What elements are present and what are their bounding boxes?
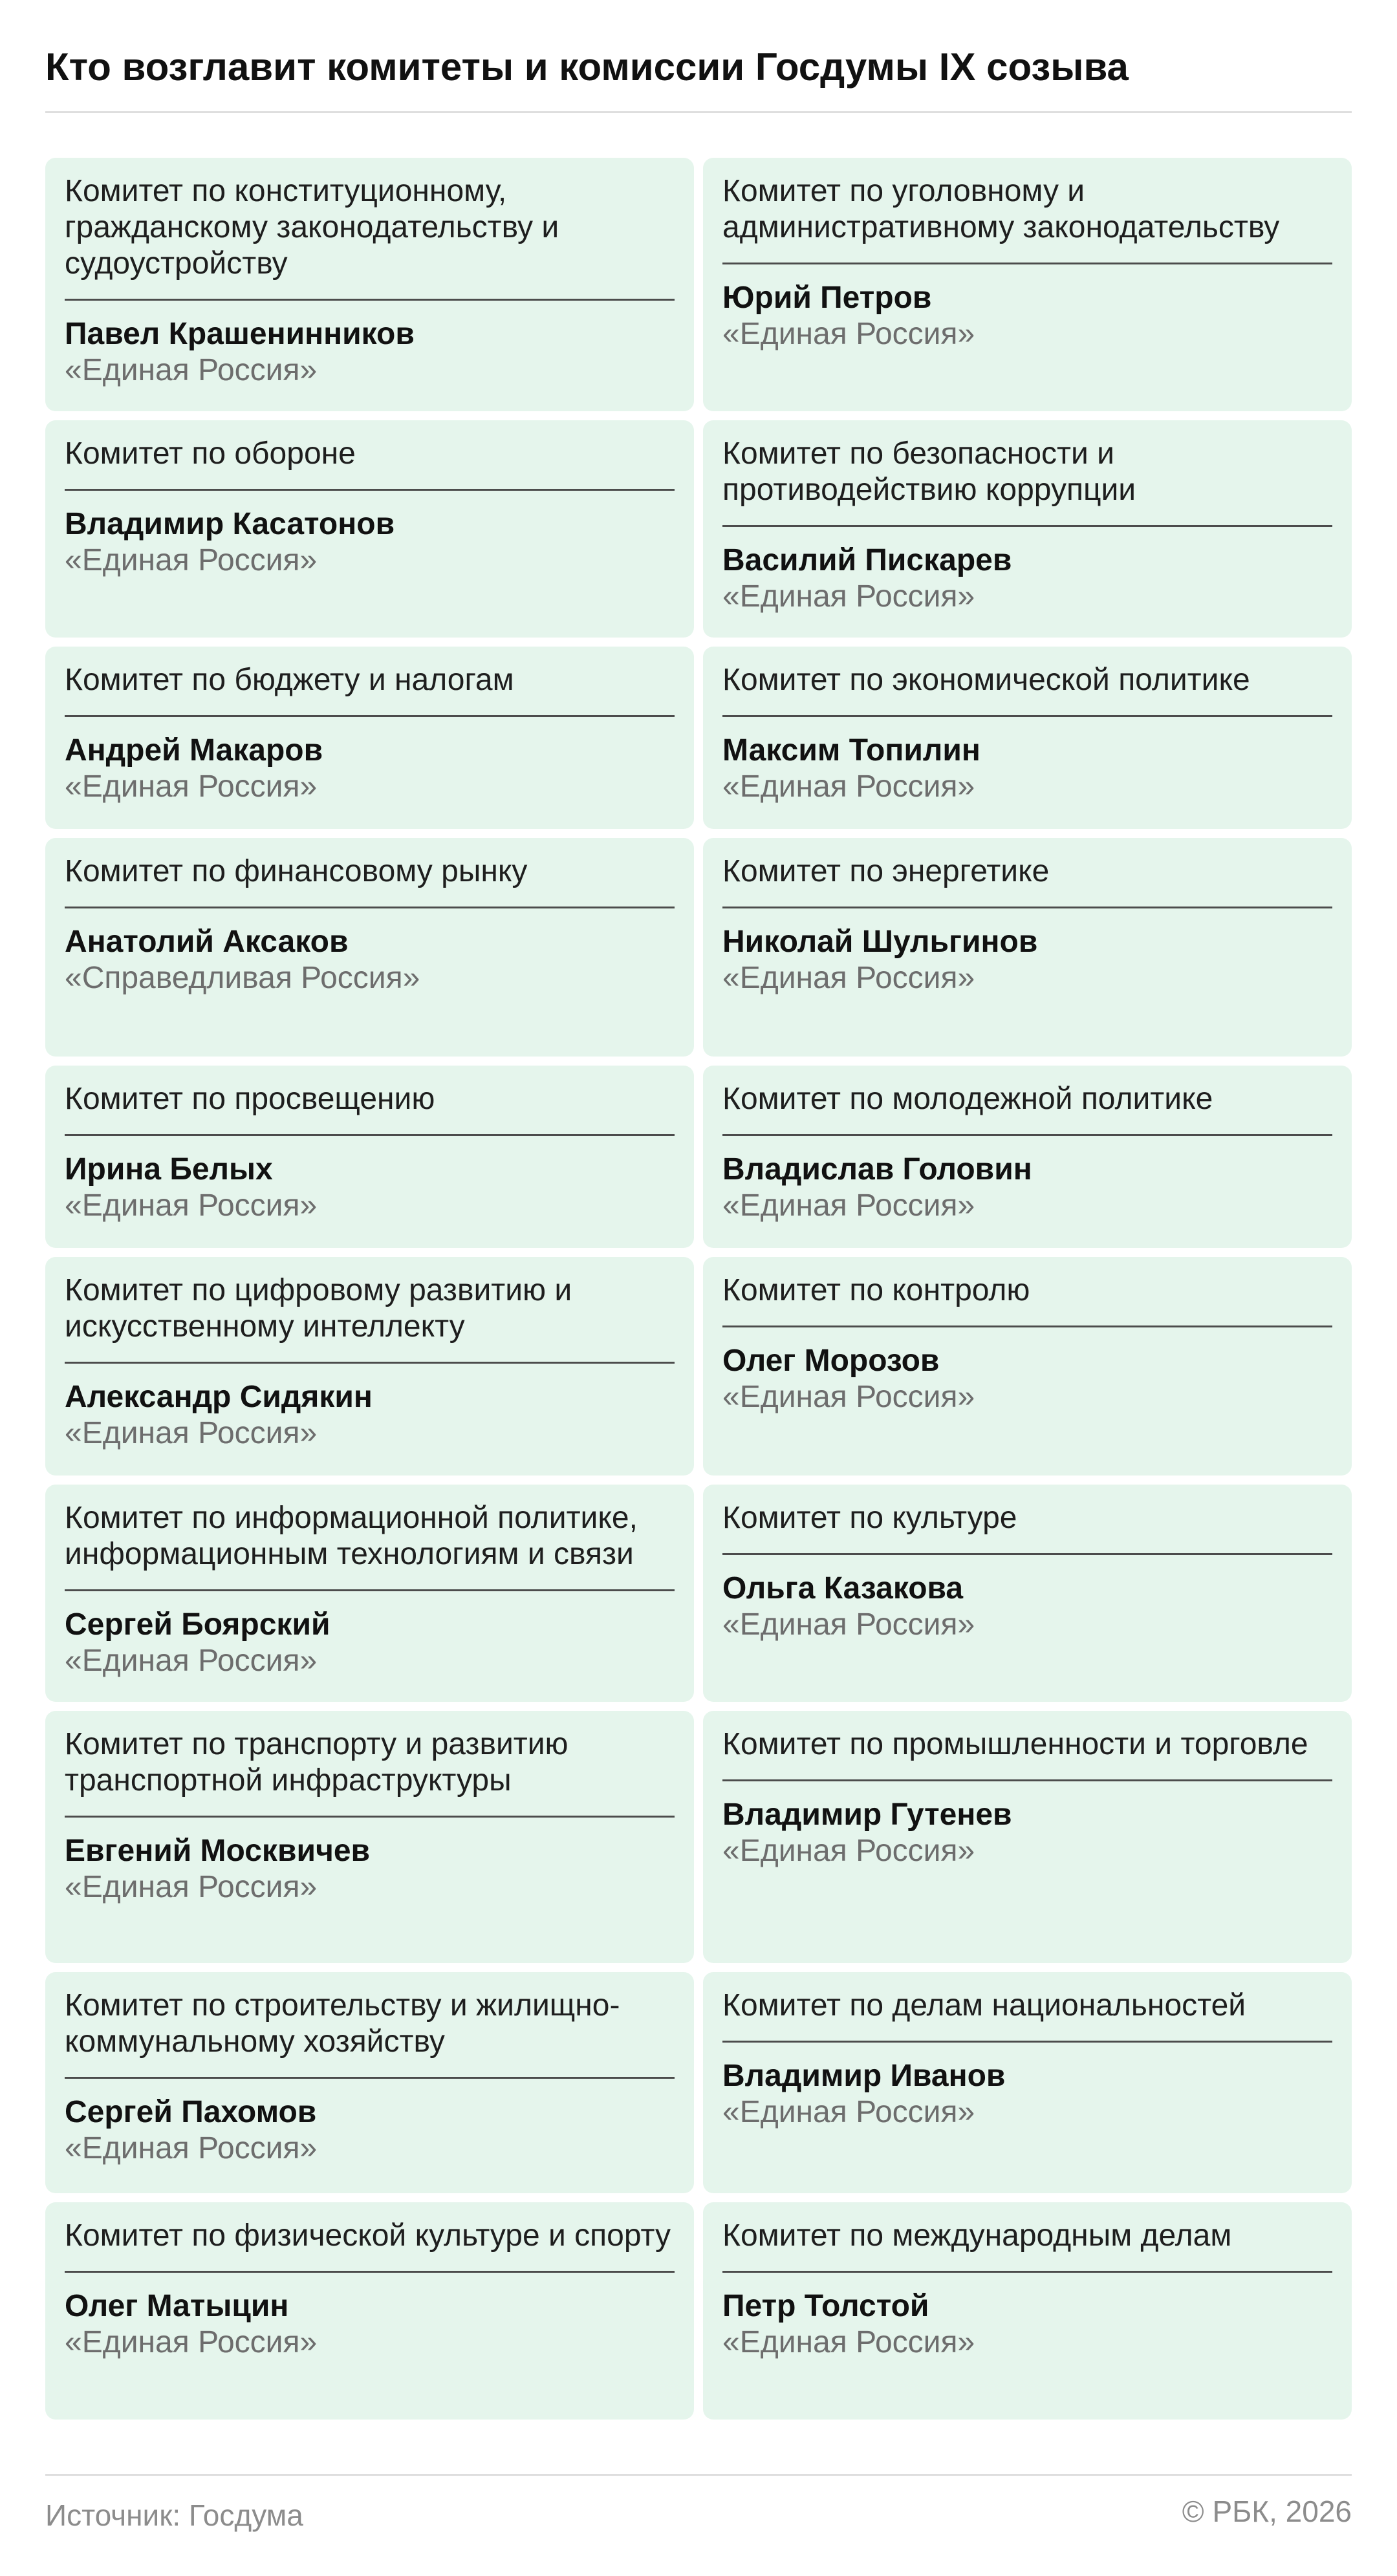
chair-name: Павел Крашенинников bbox=[65, 317, 415, 351]
chair-name: Владимир Гутенев bbox=[722, 1798, 1012, 1832]
chair-name: Ольга Казакова bbox=[722, 1571, 964, 1605]
committee-card bbox=[45, 647, 694, 829]
committee-title: Комитет по транспорту и развитию транспортной инфраструктуры bbox=[65, 1711, 675, 1818]
chair-name: Олег Морозов bbox=[722, 1344, 940, 1378]
committee-title: Комитет по бюджету и налогам bbox=[65, 647, 675, 717]
chair-party: «Единая Россия» bbox=[65, 1644, 318, 1678]
page-title: Кто возглавит комитеты и комиссии Госдумы IX созыва bbox=[45, 45, 1129, 89]
chair-party: «Единая Россия» bbox=[722, 1607, 975, 1642]
committee-card bbox=[703, 1485, 1352, 1702]
committee-card bbox=[703, 1066, 1352, 1248]
chair-party: «Единая Россия» bbox=[722, 2325, 975, 2359]
committee-title: Комитет по промышленности и торговле bbox=[722, 1711, 1332, 1781]
committee-card bbox=[703, 1711, 1352, 1963]
committee-title: Комитет по финансовому рынку bbox=[65, 838, 675, 908]
committee-card bbox=[703, 838, 1352, 1057]
committee-title: Комитет по просвещению bbox=[65, 1066, 675, 1136]
chair-party: «Единая Россия» bbox=[65, 1188, 318, 1223]
chair-party: «Единая Россия» bbox=[65, 1416, 318, 1450]
chair-party: «Единая Россия» bbox=[65, 353, 318, 387]
committee-title: Комитет по обороне bbox=[65, 420, 675, 491]
committee-card bbox=[703, 420, 1352, 638]
chair-name: Александр Сидякин bbox=[65, 1380, 373, 1414]
chair-party: «Единая Россия» bbox=[722, 2095, 975, 2129]
copyright: © РБК, 2026 bbox=[1182, 2495, 1352, 2528]
chair-name: Владислав Головин bbox=[722, 1152, 1032, 1186]
chair-name: Ирина Белых bbox=[65, 1152, 273, 1186]
chair-party: «Единая Россия» bbox=[722, 1188, 975, 1223]
committee-card bbox=[45, 1257, 694, 1476]
chair-name: Сергей Боярский bbox=[65, 1607, 330, 1642]
chair-party: «Единая Россия» bbox=[722, 1834, 975, 1868]
committee-title: Комитет по молодежной политике bbox=[722, 1066, 1332, 1136]
chair-name: Евгений Москвичев bbox=[65, 1834, 371, 1868]
committee-title: Комитет по безопасности и противодействию коррупции bbox=[722, 420, 1332, 527]
committee-card bbox=[45, 1485, 694, 1702]
chair-name: Василий Пискарев bbox=[722, 543, 1012, 577]
chair-party: «Единая Россия» bbox=[722, 769, 975, 804]
committee-card bbox=[703, 2202, 1352, 2420]
chair-party: «Единая Россия» bbox=[65, 2325, 318, 2359]
chair-party: «Единая Россия» bbox=[65, 1870, 318, 1904]
committee-card bbox=[45, 838, 694, 1057]
committee-title: Комитет по конституционному, гражданскому законодательству и судоустройству bbox=[65, 158, 675, 301]
committee-card bbox=[45, 1711, 694, 1963]
chair-name: Николай Шульгинов bbox=[722, 925, 1038, 959]
committee-card bbox=[45, 420, 694, 638]
committee-card bbox=[45, 2202, 694, 2420]
committee-card bbox=[45, 1972, 694, 2193]
chair-party: «Единая Россия» bbox=[65, 543, 318, 577]
committee-title: Комитет по строительству и жилищно-коммунальному хозяйству bbox=[65, 1972, 675, 2079]
committee-title: Комитет по делам национальностей bbox=[722, 1972, 1332, 2043]
chair-party: «Единая Россия» bbox=[722, 1380, 975, 1414]
chair-name: Сергей Пахомов bbox=[65, 2095, 317, 2129]
committee-title: Комитет по уголовному и административному законодательству bbox=[722, 158, 1332, 264]
chair-party: «Единая Россия» bbox=[65, 769, 318, 804]
source-note: Источник: Госдума bbox=[45, 2498, 303, 2532]
chair-party: «Единая Россия» bbox=[722, 961, 975, 995]
chair-party: «Единая Россия» bbox=[722, 317, 975, 351]
chair-name: Максим Топилин bbox=[722, 733, 980, 767]
committee-card bbox=[45, 158, 694, 411]
committee-title: Комитет по физической культуре и спорту bbox=[65, 2202, 675, 2273]
committee-card bbox=[703, 158, 1352, 411]
committee-title: Комитет по цифровому развитию и искусственному интеллекту bbox=[65, 1257, 675, 1364]
chair-name: Анатолий Аксаков bbox=[65, 925, 349, 959]
chair-name: Олег Матыцин bbox=[65, 2289, 289, 2323]
chair-name: Юрий Петров bbox=[722, 281, 932, 315]
chair-party: «Единая Россия» bbox=[65, 2131, 318, 2165]
footer-divider bbox=[45, 2474, 1352, 2476]
committee-grid bbox=[45, 158, 1352, 2427]
chair-party: «Единая Россия» bbox=[722, 579, 975, 614]
committee-title: Комитет по международным делам bbox=[722, 2202, 1332, 2273]
committee-card bbox=[703, 1972, 1352, 2193]
committee-card bbox=[45, 1066, 694, 1248]
committee-title: Комитет по экономической политике bbox=[722, 647, 1332, 717]
chair-party: «Справедливая Россия» bbox=[65, 961, 420, 995]
chair-name: Владимир Касатонов bbox=[65, 507, 395, 541]
committee-title: Комитет по контролю bbox=[722, 1257, 1332, 1327]
committee-card bbox=[703, 647, 1352, 829]
chair-name: Владимир Иванов bbox=[722, 2059, 1006, 2093]
committee-card bbox=[703, 1257, 1352, 1476]
committee-title: Комитет по информационной политике, информационным технологиям и связи bbox=[65, 1485, 675, 1591]
title-divider bbox=[45, 111, 1352, 113]
chair-name: Андрей Макаров bbox=[65, 733, 323, 767]
chair-name: Петр Толстой bbox=[722, 2289, 929, 2323]
committee-title: Комитет по культуре bbox=[722, 1485, 1332, 1555]
committee-title: Комитет по энергетике bbox=[722, 838, 1332, 908]
